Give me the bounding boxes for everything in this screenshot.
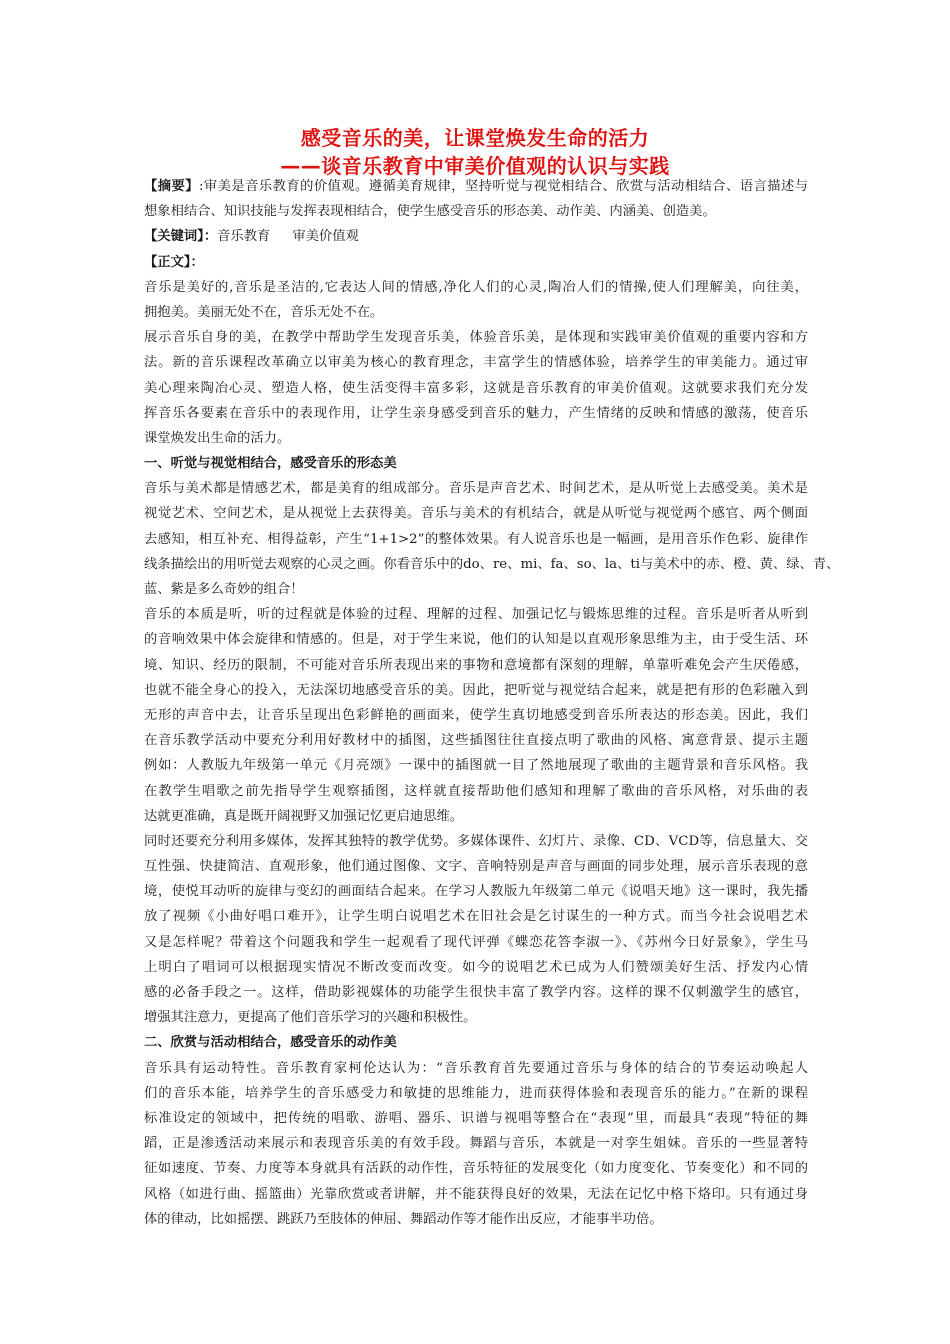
paragraph-line: 蹈，正是渗透活动来展示和表现音乐美的有效手段。舞蹈与音乐，本就是一对孪生姐妹。音乐的一些显著特 [144,1136,808,1152]
paragraph-line: 课堂焕发出生命的活力。 [144,430,291,446]
document-body [144,174,840,1232]
paragraph-line: 放了视频《小曲好唱口难开》，让学生明白说唱艺术在旧社会是乞讨谋生的一种方式。而当今社会说唱艺术 [144,909,808,925]
keywords-line [144,224,808,249]
paragraph-line: 拥抱美。美丽无处不在，音乐无处不在。 [144,304,384,320]
paragraph-line: 上明白了唱词可以根据现实情况不断改变而改变。如今的说唱艺术已成为人们赞颂美好生活、抒发内心情 [144,959,808,975]
paragraph-line: 境，使悦耳动听的旋律与变幻的画面结合起来。在学习人教版九年级第二单元《说唱天地》这一课时，我先播 [144,884,808,900]
paragraph-line: 标准设定的领域中，把传统的唱歌、游唱、器乐、识谱与视唱等整合在“表现”里，而最具“表现”特征的舞 [144,1110,808,1126]
paragraph-line: 挥音乐各要素在音乐中的表现作用，让学生亲身感受到音乐的魅力，产生情绪的反映和情感的激荡，使音乐 [144,405,808,421]
paragraph-line: 展示音乐自身的美，在教学中帮助学生发现音乐美，体验音乐美，是体现和实践审美价值观的重要内容和方 [144,330,808,346]
paragraph-line: 增强其注意力，更提高了他们音乐学习的兴趣和积极性。 [144,1010,477,1026]
document-subtitle: ——谈音乐教育中审美价值观的认识与实践 [280,154,670,178]
document-title: 感受音乐的美，让课堂焕发生命的活力 [300,126,650,150]
paragraph-line: 音乐具有运动特性。音乐教育家柯伦达认为：“音乐教育首先要通过音乐与身体的结合的节奏运动唤起人 [144,1060,808,1076]
paragraph-line: 们的音乐本能，培养学生的音乐感受力和敏捷的思维能力，进而获得体验和表现音乐的能力。”在新的课程 [144,1085,808,1101]
paragraph-line: 在教学生唱歌之前先指导学生观察插图，这样就直接帮助他们感知和理解了歌曲的音乐风格，对乐曲的表 [144,783,808,799]
paragraph-line: 的音响效果中体会旋律和情感的。但是，对于学生来说，他们的认知是以直观形象思维为主，由于受生活、环 [144,632,808,648]
paragraph-line: 美心理来陶冶心灵、塑造人格，使生活变得丰富多彩，这就是音乐教育的审美价值观。这就要求我们充分发 [144,380,808,396]
paragraph-line: 法。新的音乐课程改革确立以审美为核心的教育理念，丰富学生的情感体验，培养学生的审美能力。通过审 [144,355,808,371]
paragraph-line: 体的律动，比如摇摆、跳跃乃至肢体的伸屈、舞蹈动作等才能作出反应，才能事半功倍。 [144,1211,663,1227]
paragraph-line: 达就更准确，真是既开阔视野又加强记忆更启迪思维。 [144,808,464,824]
main-label: 【正文】： [144,254,204,270]
abstract-line [144,174,808,199]
paragraph-line: 音乐是美好的,音乐是圣洁的,它表达人间的情感,净化人们的心灵,陶冶人们的情操,使人们理解美，向往美， [144,279,808,295]
paragraph-line: 同时还要充分利用多媒体，发挥其独特的教学优势。多媒体课件、幻灯片、录像、CD、VCD等，信息量大、交 [144,833,808,849]
paragraph-line: 去感知，相互补充、相得益彰，产生“1+1>2”的整体效果。有人说音乐也是一幅画，是用音乐作色彩、旋律作 [144,531,808,547]
paragraph-line: 风格（如进行曲、摇篮曲）光靠欣赏或者讲解，并不能获得良好的效果，无法在记忆中格下烙印。只有通过身 [144,1186,808,1202]
paragraph-line: 感的必备手段之一。这样，借助影视媒体的功能学生很快丰富了教学内容。这样的课不仅刺激学生的感官， [144,985,808,1000]
paragraph-line: 境、知识、经历的限制，不可能对音乐所表现出来的事物和意境都有深刻的理解，单靠听难免会产生厌倦感， [144,657,808,673]
abstract-text: :审美是音乐教育的价值观。遵循美育规律，坚持听觉与视觉相结合、欣赏与活动相结合、语言描述与 [198,179,809,194]
paragraph-line: 蓝、紫是多么奇妙的组合！ [144,582,304,597]
abstract-line: 想象相结合、知识技能与发挥表现相结合，使学生感受音乐的形态美、动作美、内涵美、创造美。 [144,204,716,220]
paragraph-line: 例如：人教版九年级第一单元《月亮颂》一课中的插图就一目了然地展现了歌曲的主题背景和音乐风格。我 [144,758,808,774]
section-heading: 一、听觉与视觉相结合，感受音乐的形态美 [144,456,397,472]
paragraph-line: 音乐与美术都是情感艺术，都是美育的组成部分。音乐是声音艺术、时间艺术，是从听觉上去感受美。美术是 [144,481,808,497]
paragraph-line: 在音乐教学活动中要充分利用好教材中的插图，这些插图往往直接点明了歌曲的风格、寓意背景、提示主题 [144,733,808,749]
paragraph-line: 音乐的本质是听，听的过程就是体验的过程、理解的过程、加强记忆与锻炼思维的过程。音乐是听者从听到 [144,607,808,623]
keyword: 审美价值观 [292,229,359,245]
paragraph-line: 视觉艺术、空间艺术，是从视觉上去获得美。音乐与美术的有机结合，就是从听觉与视觉两个感官、两个侧面 [144,506,808,522]
paragraph-line: 线条描绘出的用听觉去观察的心灵之画。你看音乐中的do、re、mi、fa、so、la、ti与美术中的赤、橙、黄、绿、青、 [144,556,840,572]
paragraph-line: 又是怎样呢？带着这个问题我和学生一起观看了现代评弹《蝶恋花答李淑一》、《苏州今日好景象》，学生马 [144,934,808,950]
paragraph-line: 也就不能全身心的投入，无法深切地感受音乐的美。因此，把听觉与视觉结合起来，就是把有形的色彩融入到 [144,682,808,698]
keywords-label: 【关键词】： [144,229,218,245]
paragraph-line: 征如速度、节奏、力度等本身就具有活跃的动作性，音乐特征的发展变化（如力度变化、节奏变化）和不同的 [144,1161,808,1177]
paragraph-line: 无形的声音中去，让音乐呈现出色彩鲜艳的画面来，使学生真切地感受到音乐所表达的形态美。因此，我们 [144,707,808,723]
abstract-label: 【摘要】 [144,179,199,194]
paragraph-line: 互性强、快捷简洁、直观形象，他们通过图像、文字、音响特别是声音与画面的同步处理，展示音乐表现的意 [144,859,808,875]
section-heading: 二、欣赏与活动相结合，感受音乐的动作美 [144,1035,397,1051]
main-label-line [144,250,808,275]
keyword: 音乐教育 [217,229,271,245]
